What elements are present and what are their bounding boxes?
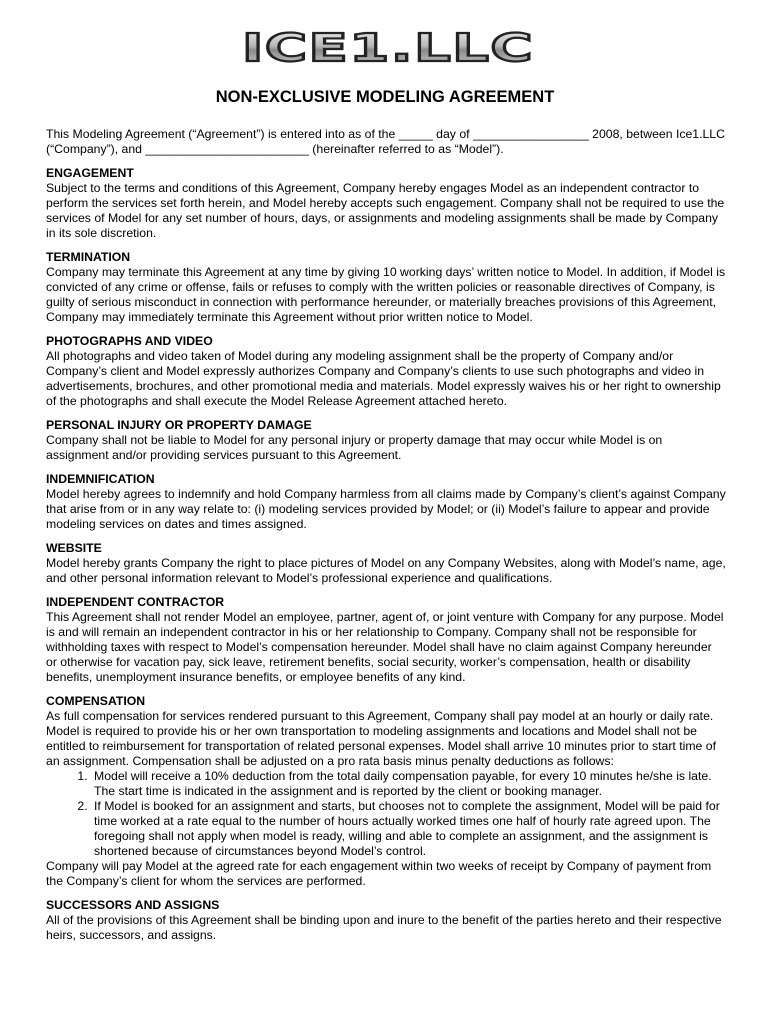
section-heading: WEBSITE [46, 541, 102, 555]
agreement-body [46, 127, 726, 943]
section-heading: PHOTOGRAPHS AND VIDEO [46, 334, 213, 348]
section-body: Subject to the terms and conditions of this Agreement, Company hereby engages Model as an independent contractor to perform the services set forth herein, and Model hereby accepts such engagement. Company shall not be required to use the services of Model for any set number of hours, days, or assignments and modeling assignments shall be made by Company in its sole discretion. [46, 181, 725, 240]
section-heading: COMPENSATION [46, 694, 146, 708]
section-heading: ENGAGEMENT [46, 166, 134, 180]
list-item: 2. If Model is booked for an assignment and starts, but chooses not to complete the assignment, Model will be paid for time worked at a rate equal to the number of hours actually worked times one half of hourly rate agreed upon. The foregoing shall not apply when model is ready, willing and able to complete an assignment, and the assignment is shortened because of circumstances beyond Model’s control. [91, 799, 726, 859]
section-termination [46, 250, 726, 325]
section-successors [46, 898, 726, 943]
section-body: Model hereby grants Company the right to place pictures of Model on any Company Websites, along with Model’s name, age, and other personal information relevant to Model’s professional experience and qualifications. [46, 556, 726, 585]
section-body: Model hereby agrees to indemnify and hold Company harmless from all claims made by Company’s client’s against Company that arise from or in any way relate to: (i) modeling services provided by Model; or (ii) Model’s failure to appear and provide modeling services on dates and times assigned. [46, 487, 726, 531]
document-title: NON-EXCLUSIVE MODELING AGREEMENT [215, 88, 555, 106]
section-body: As full compensation for services rendered pursuant to this Agreement, Company shall pay model at an hourly or daily rate. Model is required to provide his or her own transportation to modeling assignments and locations and Model shall not be entitled to reimbursement for transportation of related personal expenses. Model shall arrive 10 minutes prior to start time of an assignment. Compensation shall be adjusted on a pro rata basis minus penalty deductions as follows: [46, 709, 716, 768]
section-heading: PERSONAL INJURY OR PROPERTY DAMAGE [46, 418, 312, 432]
logo-text: ICE1.LLC [242, 28, 534, 68]
compensation-list [46, 769, 726, 859]
section-compensation [46, 694, 726, 889]
section-body: This Agreement shall not render Model an employee, partner, agent of, or joint venture with Company for any purpose. Model is and will remain an independent contractor in his or her relationship to Company. Company shall not be responsible for withholding taxes with respect to Model’s compensation hereunder. Model shall have no claim against Company hereunder or otherwise for vacation pay, sick leave, retirement benefits, social security, worker’s compensation, health or disability benefits, unemployment insurance benefits, or employee benefits of any kind. [46, 610, 724, 684]
section-contractor [46, 595, 726, 685]
section-body: All photographs and video taken of Model during any modeling assignment shall be the property of Company and/or Company’s client and Model expressly authorizes Company and Company’s clients to use such photographs and video in advertisements, brochures, and other promotional media and materials. Model expressly waives his or her right to ownership of the photographs and shall execute the Model Release Agreement attached hereto. [46, 349, 721, 408]
section-engagement [46, 166, 726, 241]
section-heading: TERMINATION [46, 250, 131, 264]
section-injury [46, 418, 726, 463]
section-website [46, 541, 726, 586]
section-closing: Company will pay Model at the agreed rate for each engagement within two weeks of receipt by Company of payment from the Company’s client for whom the services are performed. [46, 859, 712, 888]
list-item: 1. Model will receive a 10% deduction from the total daily compensation payable, for every 10 minutes he/she is late. The start time is indicated in the assignment and is reported by the client or booking manager. [91, 769, 726, 799]
section-heading: INDEPENDENT CONTRACTOR [46, 595, 225, 609]
section-heading: INDEMNIFICATION [46, 472, 155, 486]
section-body: Company shall not be liable to Model for any personal injury or property damage that may occur while Model is on assignment and/or providing services pursuant to this Agreement. [46, 433, 663, 462]
section-body: All of the provisions of this Agreement shall be binding upon and inure to the benefit of the parties hereto and their respective heirs, successors, and assigns. [46, 913, 722, 942]
section-photographs [46, 334, 726, 409]
section-indemnification [46, 472, 726, 532]
section-heading: SUCCESSORS AND ASSIGNS [46, 898, 220, 912]
intro-paragraph: This Modeling Agreement (“Agreement”) is entered into as of the _____ day of _________________ 2008, between Ice1.LLC (“Company”), and ________________________ (hereinafter referred to as “Model”). [46, 127, 725, 156]
section-body: Company may terminate this Agreement at any time by giving 10 working days’ written notice to Model. In addition, if Model is convicted of any crime or offense, fails or refuses to comply with the written policies or reasonable directives of Company, is guilty of serious misconduct in connection with performance hereunder, or materially breaches provisions of this Agreement, Company may immediately terminate this Agreement without prior written notice to Model. [46, 265, 726, 324]
company-logo [238, 28, 538, 68]
